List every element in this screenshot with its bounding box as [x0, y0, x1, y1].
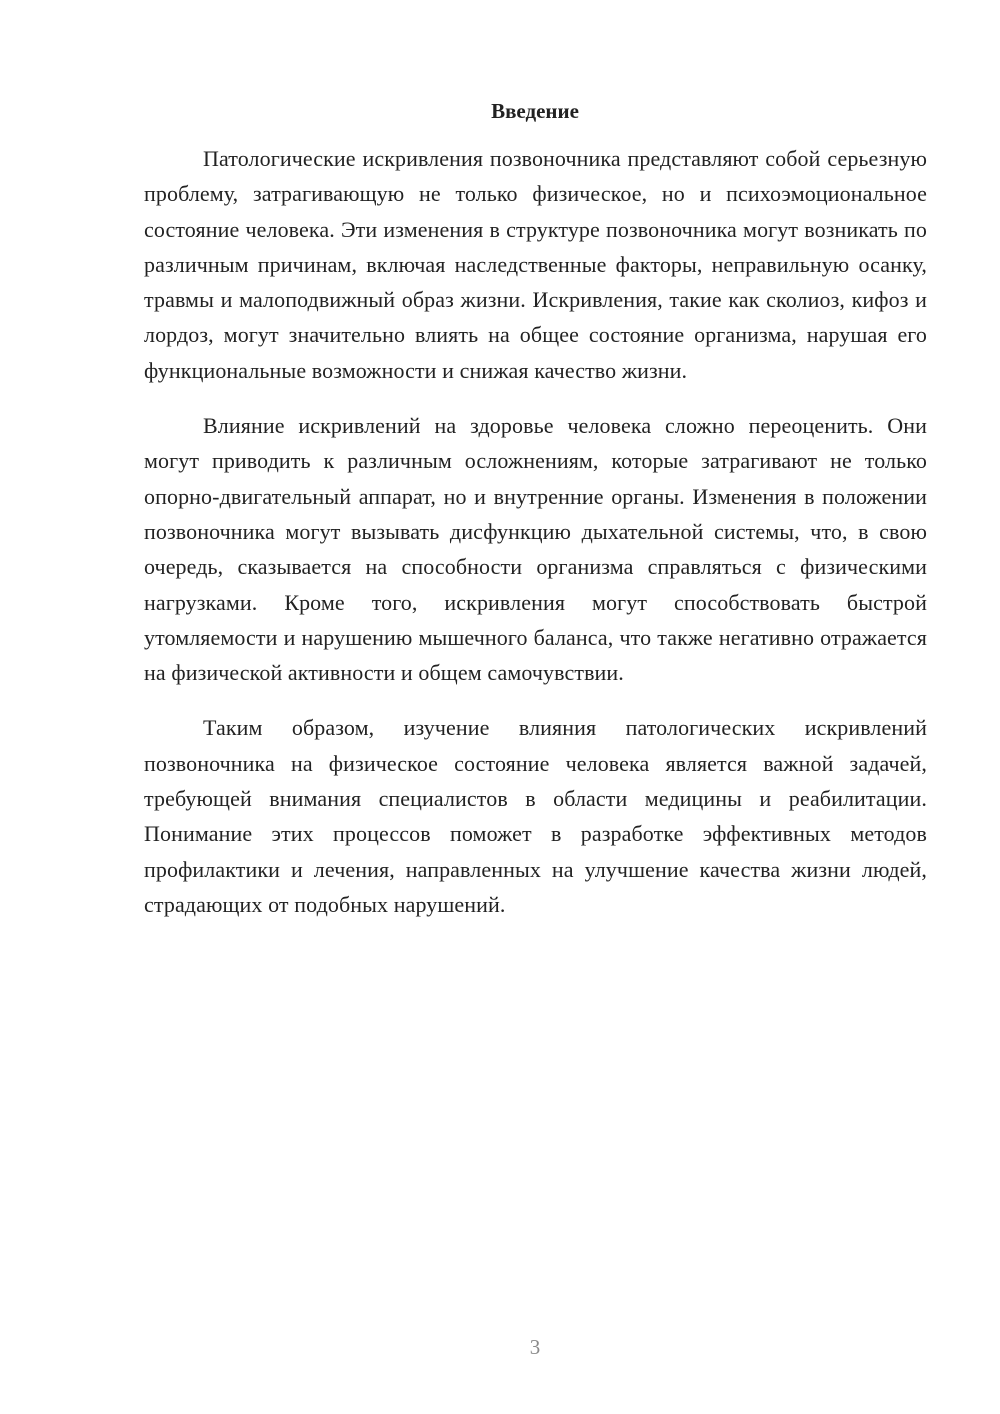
body-text	[144, 141, 927, 942]
paragraph-1: Патологические искривления позвоночника представляют собой серьезную проблему, затрагивающую не только физическое, но и психоэмоциональное состояние человека. Эти изменения в структуре позвоночника могут возникать по различным причинам, включая наследственные факторы, неправильную осанку, травмы и малоподвижный образ жизни. Искривления, такие как сколиоз, кифоз и лордоз, могут значительно влиять на общее состояние организма, нарушая его функциональные возможности и снижая качество жизни.	[144, 146, 927, 383]
page-number: 3	[529, 1335, 541, 1359]
section-heading: Введение	[491, 99, 579, 123]
paragraph-2: Влияние искривлений на здоровье человека сложно переоценить. Они могут приводить к различным осложнениям, которые затрагивают не только опорно-двигательный аппарат, но и внутренние органы. Изменения в положении позвоночника могут вызывать дисфункцию дыхательной системы, что, в свою очередь, сказывается на способности организма справляться с физическими нагрузками. Кроме того, искривления могут способствовать быстрой утомляемости и нарушению мышечного баланса, что также негативно отражается на физической активности и общем самочувствии.	[144, 413, 927, 686]
paragraph-3: Таким образом, изучение влияния патологических искривлений позвоночника на физическое состояние человека является важной задачей, требующей внимания специалистов в области медицины и реабилитации. Понимание этих процессов поможет в разработке эффективных методов профилактики и лечения, направленных на улучшение качества жизни людей, страдающих от подобных нарушений.	[144, 715, 927, 917]
